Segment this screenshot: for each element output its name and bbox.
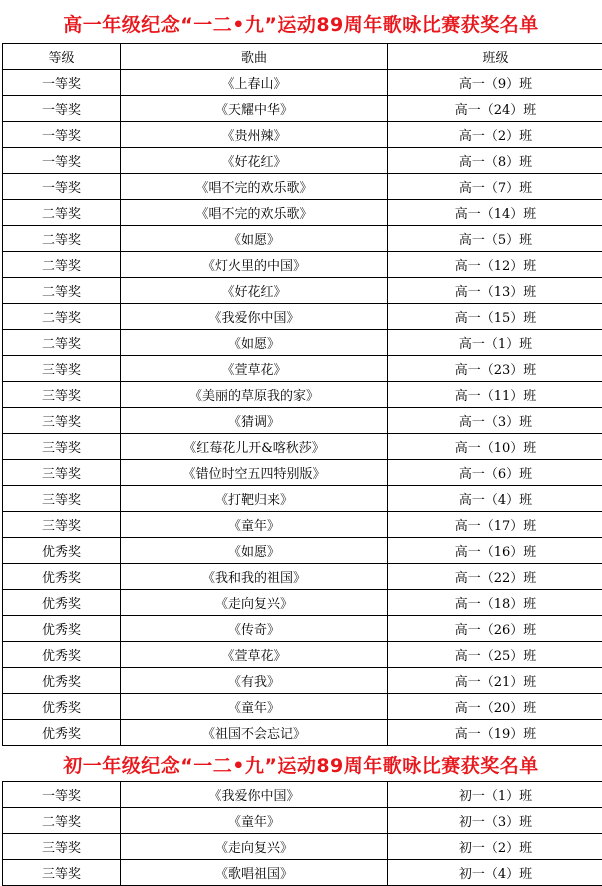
class-cell: 高一（10）班 — [388, 434, 602, 460]
class-cell: 初一（1）班 — [388, 782, 602, 808]
award-level-cell: 二等奖 — [3, 200, 121, 226]
award-level-cell: 优秀奖 — [3, 694, 121, 720]
song-cell: 《我和我的祖国》 — [121, 564, 388, 590]
table-row — [3, 174, 602, 200]
class-cell: 高一（15）班 — [388, 304, 602, 330]
class-cell: 高一（25）班 — [388, 642, 602, 668]
class-cell: 高一（9）班 — [388, 70, 602, 96]
song-cell: 《美丽的草原我的家》 — [121, 382, 388, 408]
table-row — [3, 382, 602, 408]
award-level-cell: 一等奖 — [3, 122, 121, 148]
class-cell: 高一（22）班 — [388, 564, 602, 590]
song-cell: 《萱草花》 — [121, 642, 388, 668]
table-row — [3, 330, 602, 356]
class-cell: 高一（6）班 — [388, 460, 602, 486]
table-row — [3, 304, 602, 330]
table-row — [3, 642, 602, 668]
table-row — [3, 590, 602, 616]
class-cell: 高一（18）班 — [388, 590, 602, 616]
song-cell: 《红莓花儿开&喀秋莎》 — [121, 434, 388, 460]
song-cell: 《歌唱祖国》 — [121, 860, 388, 886]
table-row — [3, 278, 602, 304]
class-cell: 高一（4）班 — [388, 486, 602, 512]
table-row — [3, 564, 602, 590]
class-cell: 高一（23）班 — [388, 356, 602, 382]
table-row — [3, 434, 602, 460]
award-level-cell: 优秀奖 — [3, 590, 121, 616]
class-cell: 高一（11）班 — [388, 382, 602, 408]
table-row — [3, 70, 602, 96]
song-cell: 《灯火里的中国》 — [121, 252, 388, 278]
table-row — [3, 720, 602, 746]
section2-title: 初一年级纪念“一二•九”运动89周年歌咏比赛获奖名单 — [0, 751, 602, 778]
award-level-cell: 二等奖 — [3, 278, 121, 304]
class-cell: 高一（8）班 — [388, 148, 602, 174]
class-cell: 高一（3）班 — [388, 408, 602, 434]
song-cell: 《萱草花》 — [121, 356, 388, 382]
table-row — [3, 408, 602, 434]
class-cell: 高一（26）班 — [388, 616, 602, 642]
class-cell: 高一（5）班 — [388, 226, 602, 252]
song-cell: 《我爱你中国》 — [121, 782, 388, 808]
song-cell: 《传奇》 — [121, 616, 388, 642]
song-cell: 《走向复兴》 — [121, 590, 388, 616]
song-cell: 《唱不完的欢乐歌》 — [121, 174, 388, 200]
song-cell: 《上春山》 — [121, 70, 388, 96]
table-row — [3, 808, 602, 834]
class-cell: 初一（2）班 — [388, 834, 602, 860]
table-row — [3, 148, 602, 174]
class-cell: 高一（19）班 — [388, 720, 602, 746]
section2-table — [2, 781, 602, 886]
header-song: 歌曲 — [121, 44, 388, 70]
table-row — [3, 834, 602, 860]
award-level-cell: 优秀奖 — [3, 564, 121, 590]
class-cell: 高一（14）班 — [388, 200, 602, 226]
song-cell: 《祖国不会忘记》 — [121, 720, 388, 746]
header-level: 等级 — [3, 44, 121, 70]
award-level-cell: 三等奖 — [3, 408, 121, 434]
class-cell: 高一（17）班 — [388, 512, 602, 538]
class-cell: 高一（7）班 — [388, 174, 602, 200]
award-level-cell: 三等奖 — [3, 356, 121, 382]
award-level-cell: 优秀奖 — [3, 720, 121, 746]
section1-table — [2, 43, 602, 746]
table-row — [3, 122, 602, 148]
class-cell: 高一（13）班 — [388, 278, 602, 304]
award-level-cell: 三等奖 — [3, 434, 121, 460]
song-cell: 《错位时空五四特别版》 — [121, 460, 388, 486]
table-row — [3, 356, 602, 382]
award-level-cell: 二等奖 — [3, 252, 121, 278]
award-level-cell: 三等奖 — [3, 486, 121, 512]
award-level-cell: 三等奖 — [3, 512, 121, 538]
song-cell: 《如愿》 — [121, 538, 388, 564]
class-cell: 高一（21）班 — [388, 668, 602, 694]
award-level-cell: 一等奖 — [3, 174, 121, 200]
award-level-cell: 三等奖 — [3, 834, 121, 860]
section1-title: 高一年级纪念“一二•九”运动89周年歌咏比赛获奖名单 — [0, 10, 602, 37]
table-row — [3, 200, 602, 226]
class-cell: 高一（20）班 — [388, 694, 602, 720]
table-row — [3, 226, 602, 252]
table-header-row — [3, 44, 602, 70]
table-row — [3, 616, 602, 642]
song-cell: 《打靶归来》 — [121, 486, 388, 512]
award-level-cell: 三等奖 — [3, 382, 121, 408]
song-cell: 《天耀中华》 — [121, 96, 388, 122]
table-row — [3, 460, 602, 486]
class-cell: 高一（24）班 — [388, 96, 602, 122]
song-cell: 《走向复兴》 — [121, 834, 388, 860]
award-level-cell: 优秀奖 — [3, 538, 121, 564]
song-cell: 《如愿》 — [121, 226, 388, 252]
class-cell: 高一（1）班 — [388, 330, 602, 356]
table-row — [3, 486, 602, 512]
award-level-cell: 一等奖 — [3, 782, 121, 808]
song-cell: 《贵州辣》 — [121, 122, 388, 148]
song-cell: 《猜调》 — [121, 408, 388, 434]
class-cell: 初一（4）班 — [388, 860, 602, 886]
award-level-cell: 优秀奖 — [3, 616, 121, 642]
table-row — [3, 782, 602, 808]
table-row — [3, 96, 602, 122]
table-row — [3, 694, 602, 720]
song-cell: 《如愿》 — [121, 330, 388, 356]
header-class: 班级 — [388, 44, 602, 70]
award-level-cell: 一等奖 — [3, 148, 121, 174]
song-cell: 《有我》 — [121, 668, 388, 694]
award-level-cell: 一等奖 — [3, 70, 121, 96]
table-row — [3, 860, 602, 886]
award-level-cell: 优秀奖 — [3, 642, 121, 668]
table-row — [3, 252, 602, 278]
award-level-cell: 二等奖 — [3, 330, 121, 356]
song-cell: 《好花红》 — [121, 148, 388, 174]
class-cell: 高一（12）班 — [388, 252, 602, 278]
table-row — [3, 668, 602, 694]
song-cell: 《唱不完的欢乐歌》 — [121, 200, 388, 226]
table-row — [3, 512, 602, 538]
award-level-cell: 三等奖 — [3, 860, 121, 886]
table-row — [3, 538, 602, 564]
award-level-cell: 二等奖 — [3, 226, 121, 252]
song-cell: 《童年》 — [121, 512, 388, 538]
award-level-cell: 二等奖 — [3, 808, 121, 834]
award-level-cell: 二等奖 — [3, 304, 121, 330]
song-cell: 《我爱你中国》 — [121, 304, 388, 330]
song-cell: 《好花红》 — [121, 278, 388, 304]
award-level-cell: 三等奖 — [3, 460, 121, 486]
song-cell: 《童年》 — [121, 808, 388, 834]
award-level-cell: 优秀奖 — [3, 668, 121, 694]
song-cell: 《童年》 — [121, 694, 388, 720]
award-level-cell: 一等奖 — [3, 96, 121, 122]
class-cell: 高一（2）班 — [388, 122, 602, 148]
class-cell: 高一（16）班 — [388, 538, 602, 564]
class-cell: 初一（3）班 — [388, 808, 602, 834]
